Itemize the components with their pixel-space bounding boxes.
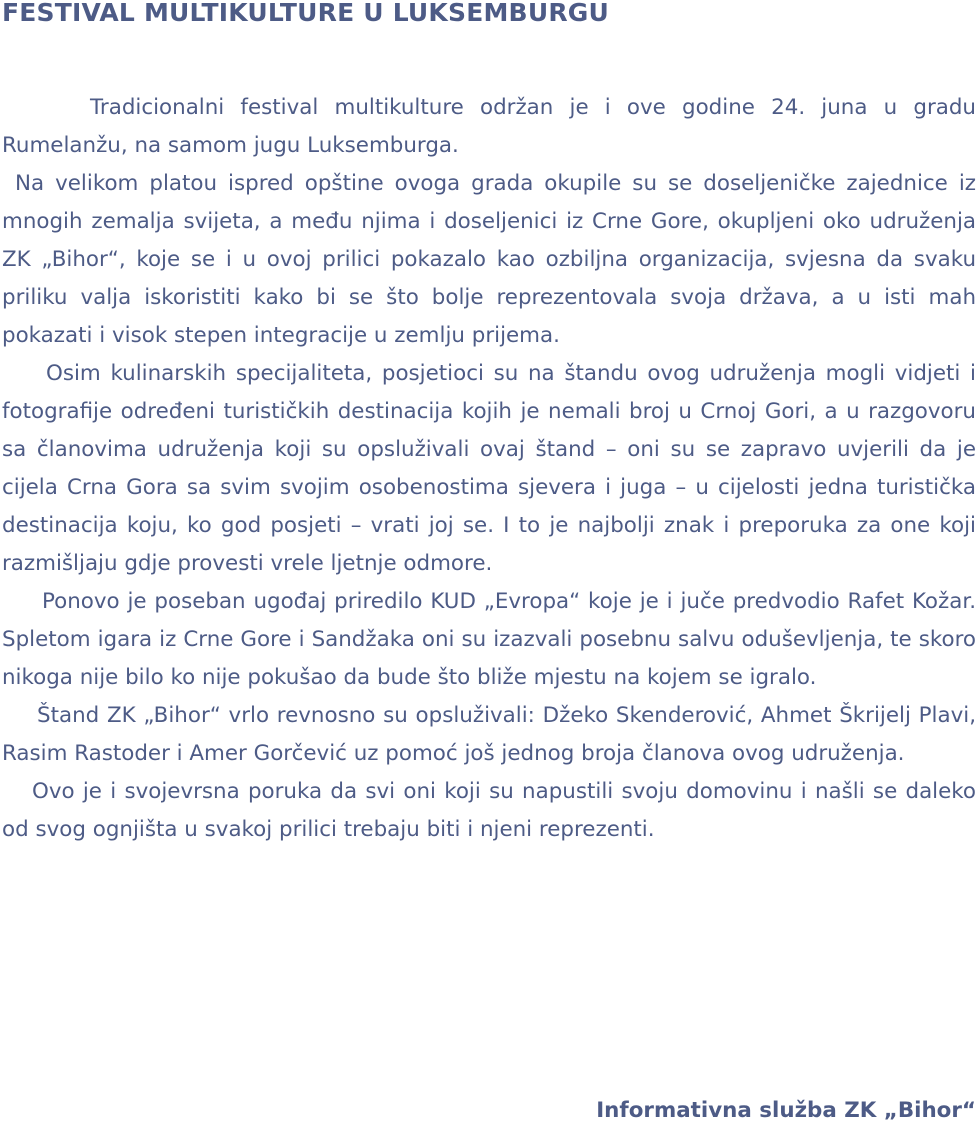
- paragraph-stand-visitors: Osim kulinarskih specijaliteta, posjetioci su na štandu ovog udruženja mogli vidjeti i fotografije određeni turističkih destinacija kojih je nemali broj u Crnoj Gori, a u razgovoru sa članovima udruženja koji su opsluživali ovaj štand – oni su se zapravo uvjerili da je cijela Crna Gora sa svim svojim osobenostima sjevera i juga – u cijelosti jedna turistička destinacija koju, ko god posjeti – vrati joj se. I to je najbolji znak i preporuka za one koji razmišljaju gdje provesti vrele ljetnje odmore.: [2, 361, 976, 576]
- paragraph-stand-staff: Štand ZK „Bihor“ vrlo revnosno su opsluživali: Džeko Skenderović, Ahmet Škrijelj Plavi, Rasim Rastoder i Amer Gorčević uz pomoć još jednog broja članova ovog udruženja.: [2, 703, 976, 766]
- article-title: FESTIVAL MULTIKULTURE U LUKSEMBURGU: [2, 0, 609, 27]
- paragraph-kud-evropa: Ponovo je poseban ugođaj priredilo KUD „Evropa“ koje je i juče predvodio Rafet Kožar. Spletom igara iz Crne Gore i Sandžaka oni su izazvali posebnu salvu oduševljenja, te skoro nikoga nije bilo ko nije pokušao da bude što bliže mjestu na kojem se igralo.: [2, 589, 976, 690]
- article-signature: Informativna služba ZK „Bihor“: [596, 1098, 976, 1123]
- paragraph-gathering: Na velikom platou ispred opštine ovoga grada okupile su se doseljeničke zajednice iz mnogih zemalja svijeta, a među njima i doseljenici iz Crne Gore, okupljeni oko udruženja ZK „Bihor“, koje se i u ovoj prilici pokazalo kao ozbiljna organizacija, svjesna da svaku priliku valja iskoristiti kako bi se što bolje reprezentovala svoja država, a u isti mah pokazati i visok stepen integracije u zemlju prijema.: [2, 171, 976, 348]
- paragraph-intro: Tradicionalni festival multikulture održan je i ove godine 24. juna u gradu Rumelanžu, na samom jugu Luksemburga.: [2, 95, 976, 158]
- article-body: [2, 89, 976, 849]
- paragraph-message: Ovo je i svojevrsna poruka da svi oni koji su napustili svoju domovinu i našli se daleko od svog ognjišta u svakoj prilici trebaju biti i njeni reprezenti.: [2, 779, 976, 842]
